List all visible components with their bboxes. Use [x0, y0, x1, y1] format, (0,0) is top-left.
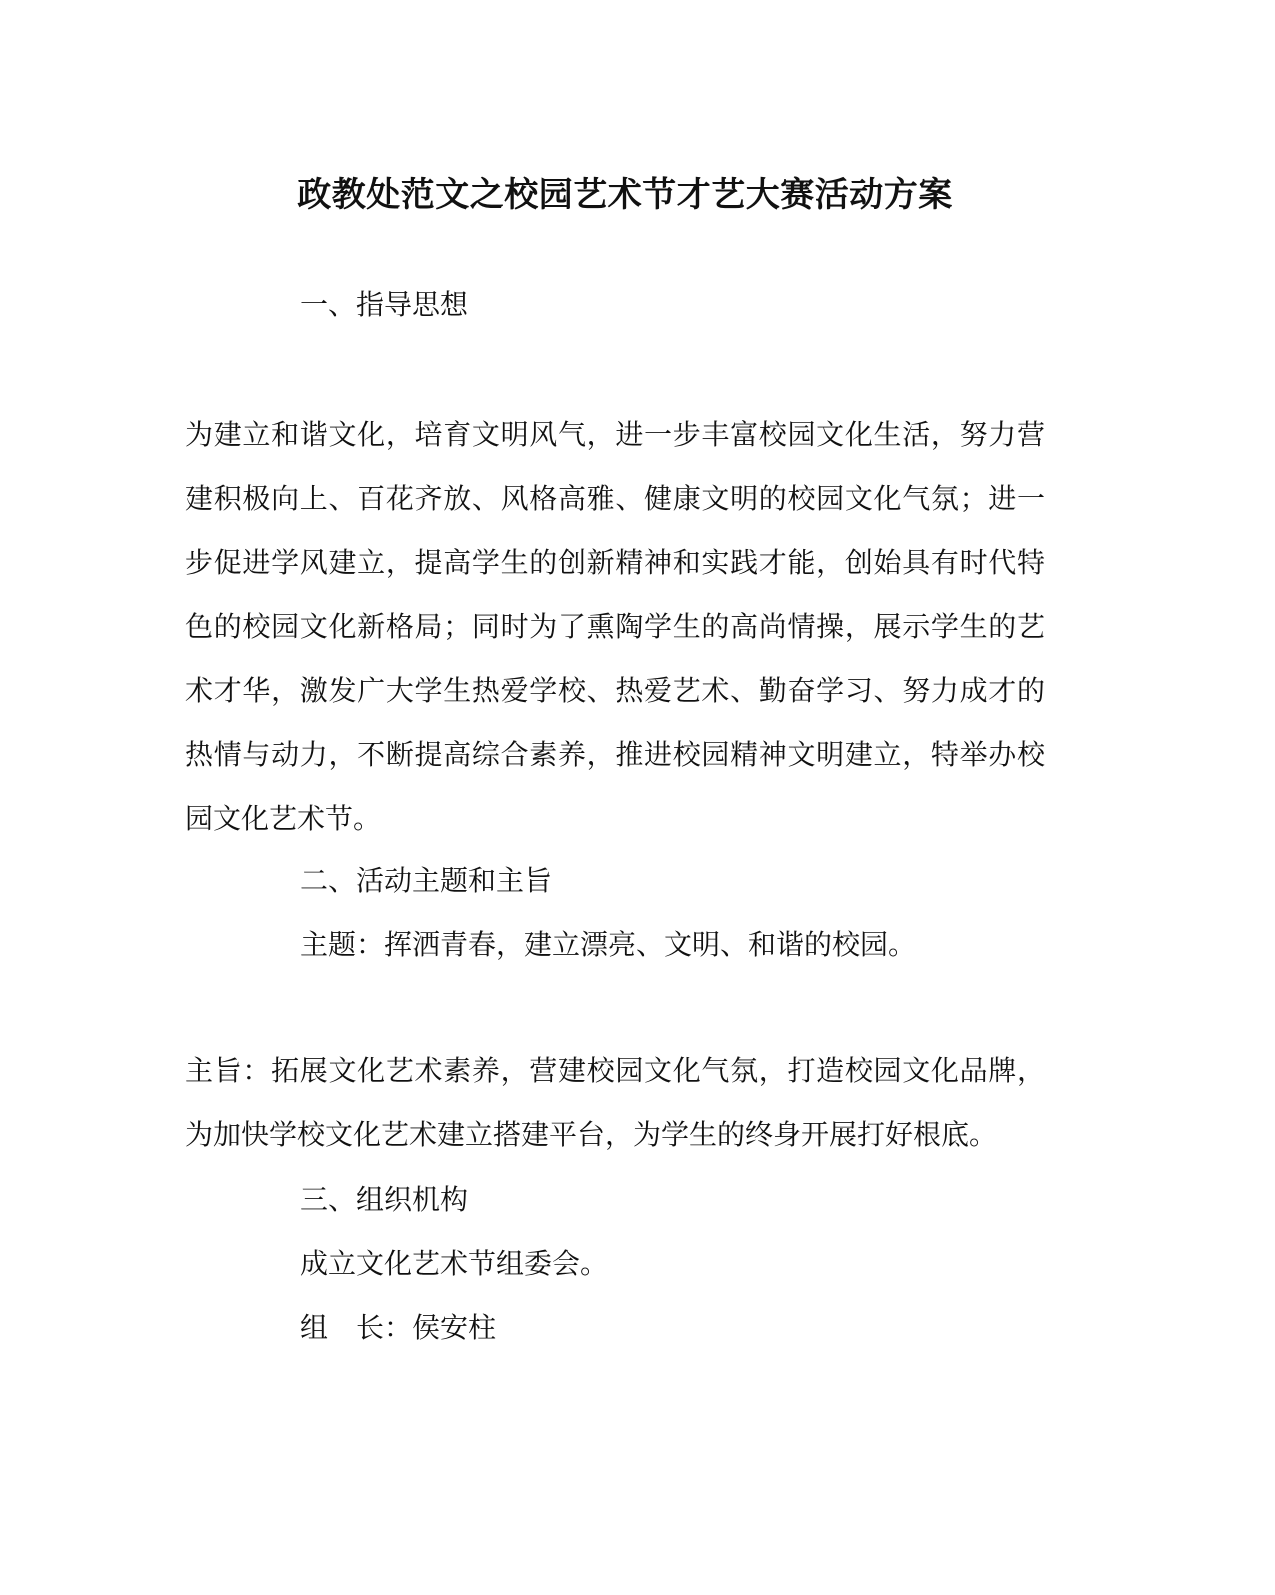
paragraph-line: 为建立和谐文化，培育文明风气，进一步丰富校园文化生活，努力营: [185, 418, 1045, 451]
paragraph-line: 主旨：拓展文化艺术素养，营建校园文化气氛，打造校园文化品牌，: [185, 1054, 1045, 1087]
section3-heading: 三、组织机构: [300, 1183, 469, 1216]
document-title: 政教处范文之校园艺术节才艺大赛活动方案: [297, 175, 953, 215]
paragraph-line: 术才华，激发广大学生热爱学校、热爱艺术、勤奋学习、努力成才的: [185, 674, 1045, 707]
paragraph-line: 园文化艺术节。: [185, 802, 382, 835]
purpose-paragraph: [185, 1039, 1045, 1167]
paragraph-line: 为加快学校文化艺术建立搭建平台，为学生的终身开展打好根底。: [185, 1118, 998, 1151]
section1-heading: 一、指导思想: [300, 288, 469, 321]
group-leader-line: 组 长：侯安柱: [300, 1311, 497, 1344]
org-intro-line: 成立文化艺术节组委会。: [300, 1247, 609, 1280]
paragraph-line: 步促进学风建立，提高学生的创新精神和实践才能，创始具有时代特: [185, 546, 1045, 579]
theme-line: 主题：挥洒青春，建立漂亮、文明、和谐的校园。: [300, 928, 917, 961]
paragraph-line: 建积极向上、百花齐放、风格高雅、健康文明的校园文化气氛；进一: [185, 482, 1045, 515]
paragraph-line: 热情与动力，不断提高综合素养，推进校园精神文明建立，特举办校: [185, 738, 1045, 771]
section1-paragraph: [185, 403, 1045, 851]
section2-heading: 二、活动主题和主旨: [300, 864, 553, 897]
paragraph-line: 色的校园文化新格局；同时为了熏陶学生的高尚情操，展示学生的艺: [185, 610, 1045, 643]
